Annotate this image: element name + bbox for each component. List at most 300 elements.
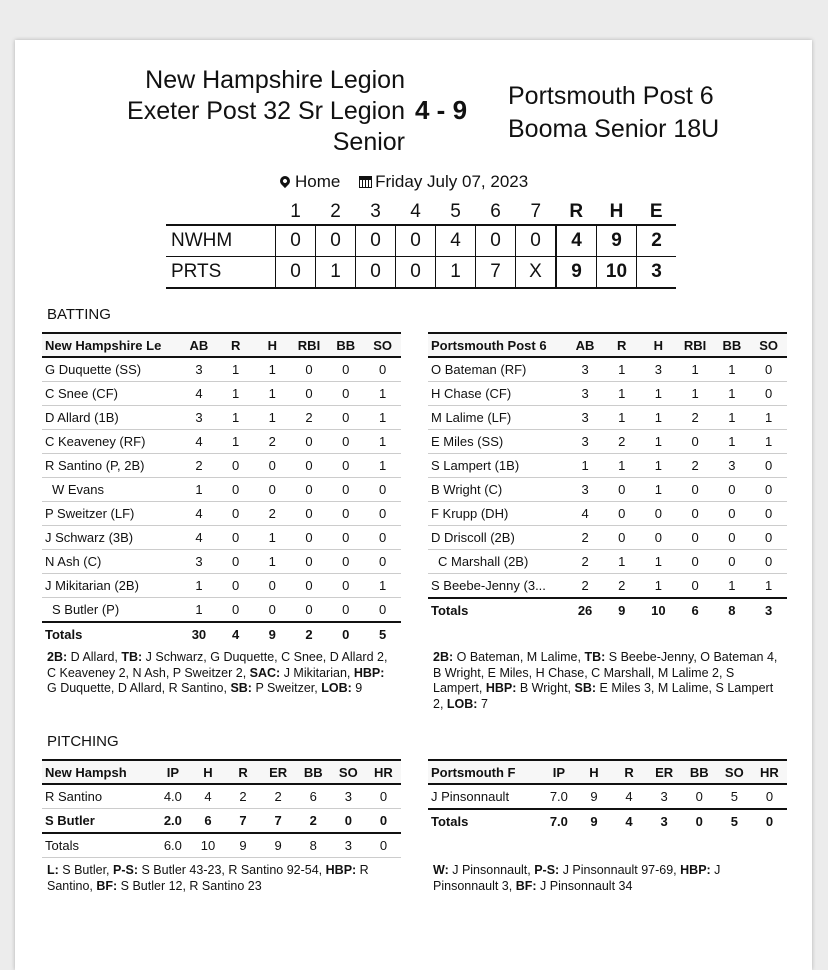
- note-key: BF:: [515, 878, 537, 893]
- stat-cell: 3: [331, 784, 366, 809]
- player-name: F Krupp (DH): [428, 502, 567, 526]
- stat-cell: 0: [217, 598, 254, 623]
- stat-cell: 0: [364, 526, 401, 550]
- stat-column-header: R: [226, 760, 261, 784]
- player-row: [42, 406, 401, 430]
- stat-cell: 10: [190, 833, 225, 858]
- hits-header: H: [609, 201, 624, 222]
- stat-cell: 1: [364, 454, 401, 478]
- stat-cell: 2: [254, 502, 291, 526]
- player-name: G Duquette (SS): [42, 357, 181, 382]
- stat-cell: 1: [254, 550, 291, 574]
- player-row: [42, 574, 401, 598]
- player-name: S Butler: [42, 809, 155, 834]
- stat-cell: 1: [603, 550, 640, 574]
- player-name: J Schwarz (3B): [42, 526, 181, 550]
- stat-cell: 0: [713, 550, 750, 574]
- inning-cell: 0: [356, 257, 396, 289]
- stat-cell: 0: [327, 502, 364, 526]
- note-key: 2B:: [47, 650, 68, 664]
- home-team-line: Senior: [332, 128, 405, 156]
- stat-cell: 3: [567, 478, 604, 502]
- stat-column-header: BB: [327, 333, 364, 357]
- note-value: G Duquette, D Allard, R Santino,: [47, 681, 231, 695]
- stat-cell: 9: [261, 833, 296, 858]
- stat-cell: 1: [181, 598, 218, 623]
- stat-column-header: BB: [713, 333, 750, 357]
- stat-cell: 1: [603, 357, 640, 382]
- home-team-line: Exeter Post 32 Sr Legion: [127, 97, 405, 125]
- stat-cell: 5: [717, 784, 752, 809]
- stat-cell: 0: [291, 574, 328, 598]
- stat-cell: 0: [682, 784, 717, 809]
- player-row: [42, 550, 401, 574]
- stat-cell: 0: [713, 526, 750, 550]
- stat-cell: 2: [567, 574, 604, 599]
- stat-cell: 0: [640, 502, 677, 526]
- totals-row: [428, 598, 787, 622]
- home-team-line: New Hampshire Legion: [145, 66, 405, 94]
- stat-cell: 0: [217, 502, 254, 526]
- stat-cell: 1: [364, 430, 401, 454]
- stat-cell: 0: [217, 550, 254, 574]
- stat-cell: 0: [677, 550, 714, 574]
- inning-cell: 0: [396, 257, 436, 289]
- note-value: S Butler,: [58, 863, 114, 877]
- stat-cell: 1: [750, 430, 787, 454]
- stat-column-header: BB: [296, 760, 331, 784]
- stat-cell: 1: [640, 406, 677, 430]
- totals-row: [42, 622, 401, 646]
- player-row: [428, 550, 787, 574]
- note-key: SB:: [230, 681, 252, 695]
- player-row: [428, 574, 787, 599]
- away-pitching-notes: [433, 863, 778, 894]
- stat-column-header: IP: [155, 760, 190, 784]
- stat-cell: 1: [603, 382, 640, 406]
- stat-cell: 1: [254, 526, 291, 550]
- note-value: 9: [351, 681, 363, 695]
- inning-cell: 0: [476, 225, 516, 257]
- inning-cell: 1: [436, 257, 476, 289]
- linescore-row: [166, 225, 676, 257]
- stat-cell: 1: [567, 454, 604, 478]
- stat-cell: 6: [296, 784, 331, 809]
- note-key: HBP:: [485, 681, 517, 695]
- stat-column-header: AB: [567, 333, 604, 357]
- runs-header: R: [569, 201, 584, 222]
- stat-cell: 2: [567, 550, 604, 574]
- stat-cell: 1: [640, 478, 677, 502]
- player-name: C Keaveney (RF): [42, 430, 181, 454]
- stat-cell: 0: [677, 526, 714, 550]
- stat-cell: 0: [750, 382, 787, 406]
- stat-cell: 2: [677, 454, 714, 478]
- player-name: W Evans: [42, 478, 181, 502]
- stat-cell: 1: [677, 382, 714, 406]
- away-batting-table: [428, 332, 787, 622]
- stat-cell: 1: [254, 382, 291, 406]
- stat-cell: 1: [217, 357, 254, 382]
- stat-cell: 1: [713, 574, 750, 599]
- stat-cell: 3: [181, 357, 218, 382]
- stat-header-row: [428, 333, 787, 357]
- note-value: 7: [477, 696, 488, 711]
- player-row: [428, 784, 787, 809]
- stat-column-header: BB: [682, 760, 717, 784]
- stat-column-header: SO: [750, 333, 787, 357]
- home-batting-table: [42, 332, 401, 646]
- runs-cell: 4: [556, 225, 597, 257]
- player-name: S Butler (P): [42, 598, 181, 623]
- note-key: SB:: [574, 681, 597, 695]
- stat-cell: 0: [366, 809, 401, 834]
- hits-cell: 9: [597, 225, 637, 257]
- stat-cell: 1: [640, 382, 677, 406]
- stat-cell: 1: [603, 406, 640, 430]
- inning-header: 5: [450, 201, 461, 222]
- player-name: D Driscoll (2B): [428, 526, 567, 550]
- player-row: [42, 809, 401, 834]
- inning-header: 4: [410, 201, 421, 222]
- stat-cell: 1: [750, 574, 787, 599]
- player-name: Totals: [42, 833, 155, 858]
- totals-cell: 0: [327, 622, 364, 646]
- stat-cell: 7: [261, 809, 296, 834]
- team-column-header: Portsmouth F: [428, 760, 541, 784]
- stat-cell: 2: [291, 406, 328, 430]
- player-row: [42, 430, 401, 454]
- stat-cell: 1: [750, 406, 787, 430]
- totals-cell: 26: [567, 598, 604, 622]
- inning-cell: 7: [476, 257, 516, 289]
- totals-cell: 5: [717, 809, 752, 833]
- totals-cell: 5: [364, 622, 401, 646]
- stat-cell: 0: [364, 478, 401, 502]
- stat-cell: 1: [640, 550, 677, 574]
- note-value: B Wright,: [516, 681, 575, 695]
- team-column-header: Portsmouth Post 6: [428, 333, 567, 357]
- totals-label: Totals: [42, 622, 181, 646]
- stat-cell: 0: [364, 502, 401, 526]
- stat-header-row: [42, 760, 401, 784]
- note-value: S Butler 12, R Santino 23: [117, 878, 262, 893]
- player-row: [42, 502, 401, 526]
- stat-cell: 0: [217, 574, 254, 598]
- totals-cell: 4: [217, 622, 254, 646]
- away-pitching-table: [428, 759, 787, 833]
- note-key: 2B:: [433, 650, 454, 664]
- totals-row: [428, 809, 787, 833]
- linescore-team: PRTS: [166, 257, 276, 289]
- inning-cell: 0: [316, 225, 356, 257]
- stat-cell: 0: [254, 454, 291, 478]
- player-name: S Lampert (1B): [428, 454, 567, 478]
- stat-cell: 0: [327, 550, 364, 574]
- stat-cell: 3: [331, 833, 366, 858]
- stat-cell: 6: [190, 809, 225, 834]
- errors-header: E: [649, 201, 663, 222]
- player-name: R Santino (P, 2B): [42, 454, 181, 478]
- stat-column-header: RBI: [291, 333, 328, 357]
- stat-cell: 4: [181, 382, 218, 406]
- player-row: [42, 454, 401, 478]
- player-row: [428, 478, 787, 502]
- stat-cell: 0: [603, 502, 640, 526]
- stat-cell: 0: [217, 526, 254, 550]
- stat-cell: 4.0: [155, 784, 190, 809]
- note-key: L:: [47, 863, 59, 877]
- totals-cell: 8: [713, 598, 750, 622]
- totals-label: Totals: [428, 598, 567, 622]
- stat-cell: 6.0: [155, 833, 190, 858]
- stat-cell: 0: [366, 833, 401, 858]
- stat-cell: 4: [567, 502, 604, 526]
- stat-cell: 0: [677, 502, 714, 526]
- stat-column-header: H: [190, 760, 225, 784]
- note-value: R Santino,: [47, 863, 369, 893]
- stat-column-header: H: [576, 760, 611, 784]
- note-value: J Schwarz, G Duquette, C Snee, D Allard 2, C Keaveney 2, N Ash, P Sweitzer 2,: [47, 650, 388, 680]
- inning-header: 2: [330, 201, 341, 222]
- linescore-row: [166, 257, 676, 289]
- stat-cell: 0: [291, 382, 328, 406]
- inning-header: 3: [370, 201, 381, 222]
- stat-cell: 3: [640, 357, 677, 382]
- stat-cell: 0: [364, 357, 401, 382]
- stat-cell: 0: [291, 478, 328, 502]
- stat-cell: 0: [291, 430, 328, 454]
- player-name: H Chase (CF): [428, 382, 567, 406]
- pitching-section-title: PITCHING: [47, 733, 119, 750]
- away-batting-notes: [433, 650, 778, 712]
- stat-cell: 8: [296, 833, 331, 858]
- stat-cell: 0: [254, 574, 291, 598]
- stat-column-header: RBI: [677, 333, 714, 357]
- totals-cell: 2: [291, 622, 328, 646]
- stat-cell: 1: [364, 382, 401, 406]
- stat-cell: 3: [567, 430, 604, 454]
- player-row: [428, 502, 787, 526]
- stat-cell: 3: [713, 454, 750, 478]
- stat-cell: 0: [254, 478, 291, 502]
- game-meta: [280, 172, 528, 192]
- totals-label: Totals: [428, 809, 541, 833]
- hits-cell: 10: [597, 257, 637, 289]
- player-row: [42, 526, 401, 550]
- stat-cell: 0: [291, 526, 328, 550]
- stat-cell: 3: [647, 784, 682, 809]
- stat-cell: 1: [254, 406, 291, 430]
- note-key: LOB:: [321, 681, 352, 695]
- totals-cell: 7.0: [541, 809, 576, 833]
- stat-cell: 1: [181, 478, 218, 502]
- stat-cell: 0: [291, 550, 328, 574]
- inning-header: 7: [530, 201, 542, 222]
- stat-cell: 0: [327, 478, 364, 502]
- stat-header-row: [428, 760, 787, 784]
- home-pitching-notes: [47, 863, 392, 894]
- runs-cell: 9: [556, 257, 597, 289]
- calendar-icon: [359, 176, 372, 188]
- stat-cell: 0: [327, 406, 364, 430]
- stat-cell: 3: [567, 406, 604, 430]
- inning-header: 6: [490, 201, 501, 222]
- stat-cell: 1: [713, 430, 750, 454]
- stat-cell: 1: [713, 406, 750, 430]
- stat-cell: 2: [603, 430, 640, 454]
- note-value: J Pinsonnault 97-69,: [559, 863, 681, 877]
- player-row: [42, 598, 401, 623]
- player-row: [42, 357, 401, 382]
- note-key: HBP:: [353, 665, 385, 680]
- player-name: D Allard (1B): [42, 406, 181, 430]
- stat-cell: 1: [364, 574, 401, 598]
- player-name: O Bateman (RF): [428, 357, 567, 382]
- stat-cell: 0: [677, 574, 714, 599]
- errors-cell: 3: [637, 257, 677, 289]
- game-date: Friday July 07, 2023: [375, 172, 529, 191]
- stat-cell: 4: [612, 784, 647, 809]
- stat-cell: 7: [226, 809, 261, 834]
- totals-cell: 4: [612, 809, 647, 833]
- stat-cell: 1: [217, 406, 254, 430]
- stat-column-header: R: [217, 333, 254, 357]
- stat-cell: 0: [327, 357, 364, 382]
- away-team-line: Booma Senior 18U: [508, 115, 720, 143]
- player-row: [428, 454, 787, 478]
- stat-cell: 1: [603, 454, 640, 478]
- stat-cell: 0: [677, 430, 714, 454]
- stat-cell: 3: [567, 357, 604, 382]
- linescore-header: [166, 200, 676, 225]
- player-name: C Snee (CF): [42, 382, 181, 406]
- stat-cell: 0: [750, 357, 787, 382]
- stat-column-header: H: [254, 333, 291, 357]
- stat-cell: 3: [567, 382, 604, 406]
- player-name: N Ash (C): [42, 550, 181, 574]
- stat-column-header: ER: [647, 760, 682, 784]
- stat-cell: 0: [750, 526, 787, 550]
- totals-cell: 6: [677, 598, 714, 622]
- player-row: [42, 784, 401, 809]
- stat-cell: 3: [181, 406, 218, 430]
- stat-cell: 0: [327, 430, 364, 454]
- away-team-line: Portsmouth Post 6: [508, 82, 714, 110]
- inning-cell: 0: [516, 225, 557, 257]
- linescore-team: NWHM: [166, 225, 276, 257]
- stat-cell: 0: [291, 357, 328, 382]
- stat-cell: 0: [603, 478, 640, 502]
- stat-cell: 1: [364, 406, 401, 430]
- stat-cell: 4: [181, 526, 218, 550]
- stat-cell: 1: [713, 357, 750, 382]
- stat-cell: 1: [640, 430, 677, 454]
- team-column-header: New Hampshire Le: [42, 333, 181, 357]
- stat-cell: 2: [603, 574, 640, 599]
- stat-cell: 1: [181, 574, 218, 598]
- totals-cell: 3: [647, 809, 682, 833]
- player-row: [428, 406, 787, 430]
- location-pin-icon: [278, 174, 292, 188]
- player-row: [428, 430, 787, 454]
- stat-cell: 0: [364, 550, 401, 574]
- note-key: TB:: [584, 650, 606, 664]
- stat-cell: 0: [366, 784, 401, 809]
- stat-cell: 0: [327, 598, 364, 623]
- stat-cell: 0: [327, 454, 364, 478]
- totals-cell: 0: [682, 809, 717, 833]
- player-name: J Pinsonnault: [428, 784, 541, 809]
- home-pitching-table: [42, 759, 401, 858]
- note-key: LOB:: [446, 696, 478, 711]
- stat-cell: 2: [296, 809, 331, 834]
- stat-cell: 1: [217, 382, 254, 406]
- stat-cell: 1: [254, 357, 291, 382]
- note-value: J Mikitarian,: [280, 665, 354, 680]
- stat-cell: 0: [677, 478, 714, 502]
- linescore-table: [166, 200, 676, 289]
- stat-column-header: IP: [541, 760, 576, 784]
- stat-cell: 0: [254, 598, 291, 623]
- stat-cell: 0: [327, 574, 364, 598]
- note-value: O Bateman, M Lalime,: [453, 650, 585, 664]
- errors-cell: 2: [637, 225, 677, 257]
- note-key: W:: [433, 863, 449, 877]
- totals-cell: 9: [576, 809, 611, 833]
- note-key: TB:: [121, 650, 143, 664]
- player-name: S Beebe-Jenny (3...: [428, 574, 567, 599]
- player-name: P Sweitzer (LF): [42, 502, 181, 526]
- stat-cell: 0: [640, 526, 677, 550]
- player-row: [42, 833, 401, 858]
- note-value: S Butler 43-23, R Santino 92-54,: [138, 863, 326, 877]
- stat-cell: 0: [603, 526, 640, 550]
- note-value: D Allard,: [67, 650, 122, 664]
- stat-cell: 2: [261, 784, 296, 809]
- boxscore-sheet: [15, 40, 812, 970]
- totals-cell: 10: [640, 598, 677, 622]
- stat-cell: 9: [576, 784, 611, 809]
- stat-cell: 1: [640, 574, 677, 599]
- final-score: 4 - 9: [415, 95, 468, 125]
- player-name: C Marshall (2B): [428, 550, 567, 574]
- stat-cell: 0: [327, 382, 364, 406]
- stat-cell: 1: [217, 430, 254, 454]
- stat-cell: 0: [750, 478, 787, 502]
- stat-column-header: H: [640, 333, 677, 357]
- note-value: J Pinsonnault 34: [536, 878, 633, 893]
- away-team-name: [508, 80, 719, 146]
- stat-header-row: [42, 333, 401, 357]
- stat-cell: 3: [181, 550, 218, 574]
- team-column-header: New Hampsh: [42, 760, 155, 784]
- inning-cell: 0: [396, 225, 436, 257]
- stat-column-header: R: [603, 333, 640, 357]
- inning-cell: 0: [276, 257, 316, 289]
- home-team-name: [75, 65, 405, 158]
- note-value: J Pinsonnault 3,: [433, 863, 721, 893]
- inning-cell: X: [516, 257, 557, 289]
- stat-cell: 1: [677, 357, 714, 382]
- stat-cell: 0: [217, 454, 254, 478]
- stat-cell: 0: [327, 526, 364, 550]
- stat-cell: 2.0: [155, 809, 190, 834]
- player-name: B Wright (C): [428, 478, 567, 502]
- stat-cell: 2: [181, 454, 218, 478]
- stat-cell: 9: [226, 833, 261, 858]
- stat-column-header: SO: [331, 760, 366, 784]
